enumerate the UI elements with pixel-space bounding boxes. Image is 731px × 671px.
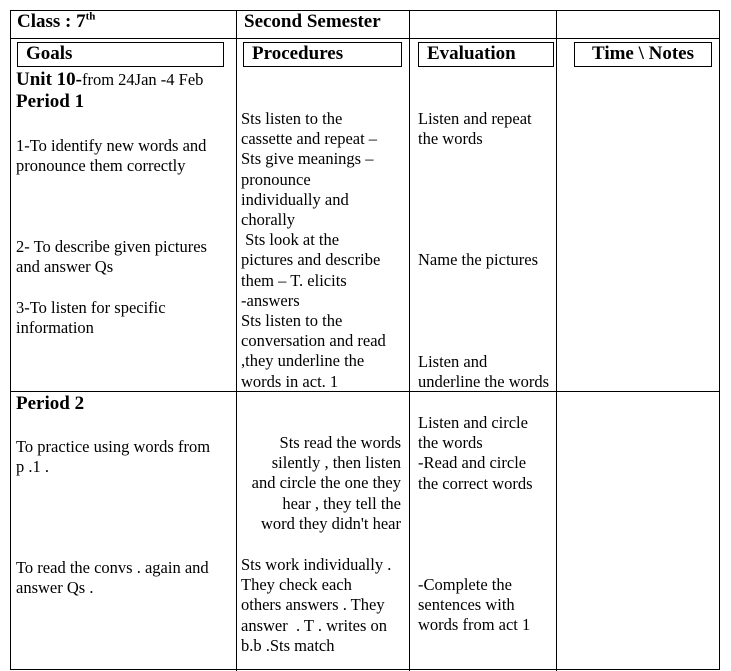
evaluation-header-label: Evaluation [427, 43, 516, 64]
procedure-line: Sts give meanings – [241, 149, 374, 169]
period-2-procedures-a [240, 433, 401, 534]
evaluation-line: the words [418, 129, 483, 149]
period-2-evaluation-a [418, 413, 533, 494]
class-label [17, 12, 95, 32]
goals-header-label: Goals [26, 43, 73, 64]
period-2-procedures-b [241, 555, 391, 656]
column-divider-1 [236, 11, 237, 671]
class-superscript: th [85, 10, 96, 23]
procedure-line: Sts read the words [279, 433, 401, 452]
goal-line: p .1 . [16, 457, 49, 477]
procedure-line: Sts listen to the [241, 311, 343, 331]
evaluation-line: Listen and circle [418, 413, 528, 432]
evaluation-header [418, 42, 554, 67]
procedure-line: word they didn't hear [261, 513, 401, 533]
procedure-line: They check each [241, 575, 352, 595]
goal-line: 1-To identify new words and [16, 136, 207, 155]
procedure-line: others answers . They [241, 595, 385, 615]
period-1-evaluation-1 [418, 109, 532, 149]
procedure-line: hear , they tell the [282, 493, 401, 513]
procedure-line: them – T. elicits [241, 270, 347, 290]
procedure-line: Sts listen to the [241, 109, 343, 128]
semester-title: Second Semester [244, 11, 381, 32]
class-text: Class : 7 [17, 11, 86, 32]
unit-title: Unit 10- [16, 69, 82, 90]
procedure-line: b.b .Sts match [241, 635, 335, 655]
procedure-line: words in act. 1 [241, 371, 339, 391]
procedure-line: Sts look at the [241, 230, 340, 250]
evaluation-line: Listen and [418, 352, 488, 371]
period-1-evaluation-2 [418, 250, 538, 270]
goal-line: To practice using words from [16, 437, 211, 456]
time-notes-header-label: Time \ Notes [591, 43, 695, 64]
procedure-line: -answers [241, 290, 300, 310]
goal-line: 3-To listen for specific [16, 298, 166, 317]
procedure-line: individually and [241, 189, 349, 209]
column-divider-3 [556, 11, 557, 671]
goal-line: and answer Qs [16, 257, 114, 277]
unit-date-range: from 24Jan -4 Feb [81, 70, 204, 89]
procedure-line: conversation and read [241, 331, 386, 351]
evaluation-line: Name the pictures [418, 250, 539, 269]
unit-heading [16, 70, 203, 90]
evaluation-line: words from act 1 [418, 615, 531, 635]
goal-line: information [16, 318, 94, 338]
goal-line: answer Qs . [16, 578, 94, 598]
procedure-line: cassette and repeat – [241, 129, 378, 149]
period-2-title: Period 2 [16, 393, 85, 414]
procedure-line: chorally [241, 210, 296, 230]
procedure-line: and circle the one they [251, 473, 401, 493]
period-1-procedures [241, 109, 386, 392]
procedures-header [243, 42, 402, 67]
procedure-line: pictures and describe [241, 250, 381, 270]
period-1-goal-1 [16, 136, 206, 176]
procedure-line: Sts work individually . [241, 555, 392, 574]
evaluation-line: -Complete the [418, 575, 512, 594]
period-2-goal-1 [16, 437, 210, 477]
evaluation-line: -Read and circle [418, 453, 527, 473]
procedures-header-label: Procedures [252, 43, 344, 64]
period-1-title: Period 1 [16, 91, 85, 112]
goal-line: To read the convs . again and [16, 558, 209, 577]
column-divider-2 [409, 11, 410, 671]
procedure-line: pronounce [241, 169, 311, 189]
evaluation-line: the words [418, 433, 483, 453]
period-2-goal-2 [16, 558, 209, 598]
period-1-evaluation-3 [418, 352, 549, 392]
procedure-line: silently , then listen [271, 453, 401, 473]
evaluation-line: the correct words [418, 473, 533, 493]
goals-header [17, 42, 224, 67]
header-row-divider [11, 38, 719, 39]
goal-line: 2- To describe given pictures [16, 237, 207, 256]
period-1-goal-2 [16, 237, 207, 277]
procedure-line: ,they underline the [241, 351, 365, 371]
procedure-line: answer . T . writes on [241, 615, 388, 635]
time-notes-header [574, 42, 712, 67]
period-2-evaluation-b [418, 575, 530, 636]
goal-line: pronounce them correctly [16, 156, 186, 176]
evaluation-line: sentences with [418, 595, 515, 615]
period-1-goal-3 [16, 298, 166, 338]
evaluation-line: Listen and repeat [418, 109, 532, 128]
evaluation-line: underline the words [418, 372, 550, 392]
